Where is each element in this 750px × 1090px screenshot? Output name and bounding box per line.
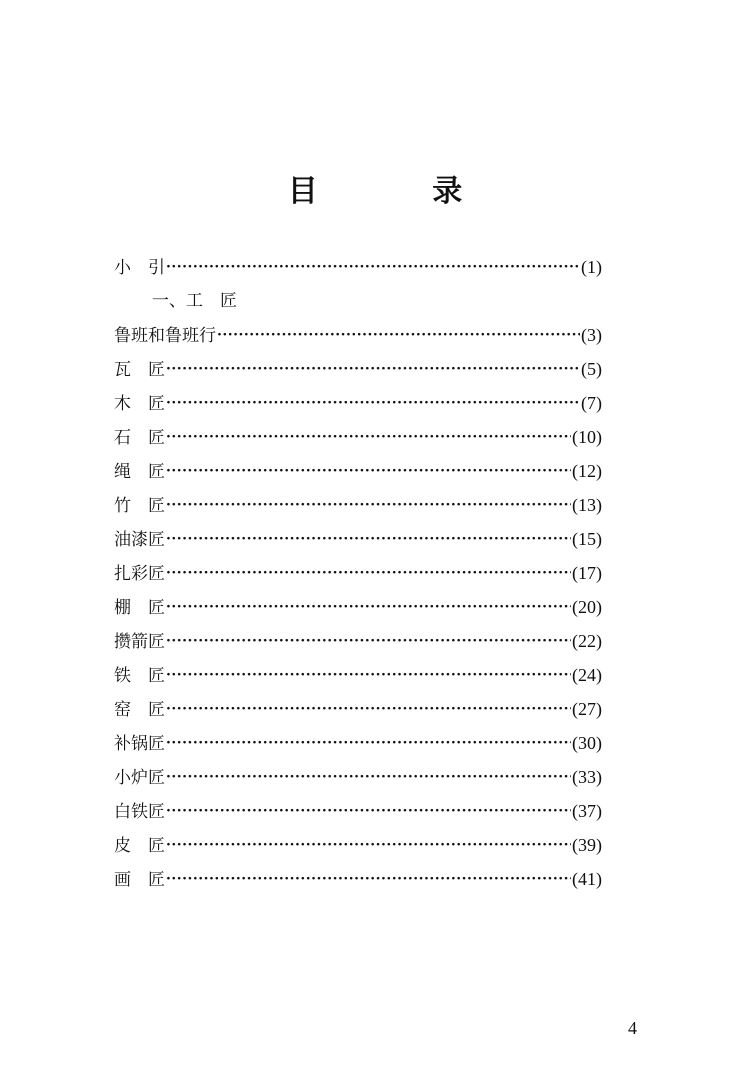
toc-entry-page: (3) xyxy=(581,325,602,345)
toc-entry-label: 棚 匠 xyxy=(114,598,165,618)
toc-entry[interactable] xyxy=(114,862,602,896)
dot-leader xyxy=(166,386,580,420)
toc-entry[interactable] xyxy=(114,624,602,658)
dot-leader xyxy=(166,556,571,590)
toc-entry-page: (12) xyxy=(572,461,602,481)
toc-entry[interactable] xyxy=(114,828,602,862)
dot-leader xyxy=(166,250,580,284)
toc-entry[interactable] xyxy=(114,318,602,352)
dot-leader xyxy=(166,760,571,794)
toc-entry-label: 皮 匠 xyxy=(114,836,165,856)
toc-entry-page: (10) xyxy=(572,427,602,447)
toc-entry-label: 绳 匠 xyxy=(114,462,165,482)
toc-entry-page: (33) xyxy=(572,767,602,787)
dot-leader xyxy=(166,726,571,760)
toc-entry[interactable] xyxy=(114,556,602,590)
section-heading: 一、工 匠 xyxy=(152,291,237,311)
toc-entry[interactable] xyxy=(114,590,602,624)
dot-leader xyxy=(166,590,571,624)
toc-entry-page: (5) xyxy=(581,359,602,379)
toc-entry-label: 石 匠 xyxy=(114,428,165,448)
dot-leader xyxy=(166,862,571,896)
toc-entry-label: 扎彩匠 xyxy=(114,564,165,584)
toc-entry-label: 攒箭匠 xyxy=(114,632,165,652)
page-title: 目 录 xyxy=(287,174,515,209)
toc-entry[interactable] xyxy=(114,352,602,386)
toc-entry-page: (41) xyxy=(572,869,602,889)
toc-entry[interactable] xyxy=(114,420,602,454)
toc-entry-label: 画 匠 xyxy=(114,870,165,890)
toc-entry-label: 小 引 xyxy=(114,258,165,278)
page-number: 4 xyxy=(628,1018,637,1038)
dot-leader xyxy=(166,352,580,386)
dot-leader xyxy=(166,454,571,488)
toc-entry-label: 白铁匠 xyxy=(114,802,165,822)
table-of-contents xyxy=(114,250,602,896)
toc-entry-page: (17) xyxy=(572,563,602,583)
dot-leader xyxy=(166,794,571,828)
toc-entry-page: (39) xyxy=(572,835,602,855)
toc-entry-label: 瓦 匠 xyxy=(114,360,165,380)
toc-entry-page: (7) xyxy=(581,393,602,413)
toc-entry-page: (27) xyxy=(572,699,602,719)
toc-entry-page: (22) xyxy=(572,631,602,651)
dot-leader xyxy=(166,692,571,726)
toc-entry[interactable] xyxy=(114,726,602,760)
toc-entry-label: 木 匠 xyxy=(114,394,165,414)
toc-entry-label: 竹 匠 xyxy=(114,496,165,516)
toc-entry[interactable] xyxy=(114,488,602,522)
toc-entry-label: 窑 匠 xyxy=(114,700,165,720)
toc-entry-page: (24) xyxy=(572,665,602,685)
toc-entry-label: 油漆匠 xyxy=(114,530,165,550)
toc-entry[interactable] xyxy=(114,692,602,726)
toc-entry-label: 补锅匠 xyxy=(114,734,165,754)
toc-entry-page: (15) xyxy=(572,529,602,549)
toc-entry-page: (13) xyxy=(572,495,602,515)
toc-entry-page: (30) xyxy=(572,733,602,753)
toc-entry-page: (20) xyxy=(572,597,602,617)
dot-leader xyxy=(166,828,571,862)
dot-leader xyxy=(166,420,571,454)
dot-leader xyxy=(217,318,580,352)
dot-leader xyxy=(166,522,571,556)
toc-entry-page: (1) xyxy=(581,257,602,277)
toc-entry[interactable] xyxy=(114,658,602,692)
dot-leader xyxy=(166,624,571,658)
toc-entry[interactable] xyxy=(114,794,602,828)
dot-leader xyxy=(166,658,571,692)
toc-entry-intro[interactable] xyxy=(114,250,602,284)
toc-entry[interactable] xyxy=(114,760,602,794)
toc-entry[interactable] xyxy=(114,522,602,556)
toc-entry[interactable] xyxy=(114,386,602,420)
toc-entry-label: 鲁班和鲁班行 xyxy=(114,326,216,346)
toc-entry-label: 铁 匠 xyxy=(114,666,165,686)
toc-entry[interactable] xyxy=(114,454,602,488)
toc-entry-label: 小炉匠 xyxy=(114,768,165,788)
dot-leader xyxy=(166,488,571,522)
toc-entry-page: (37) xyxy=(572,801,602,821)
